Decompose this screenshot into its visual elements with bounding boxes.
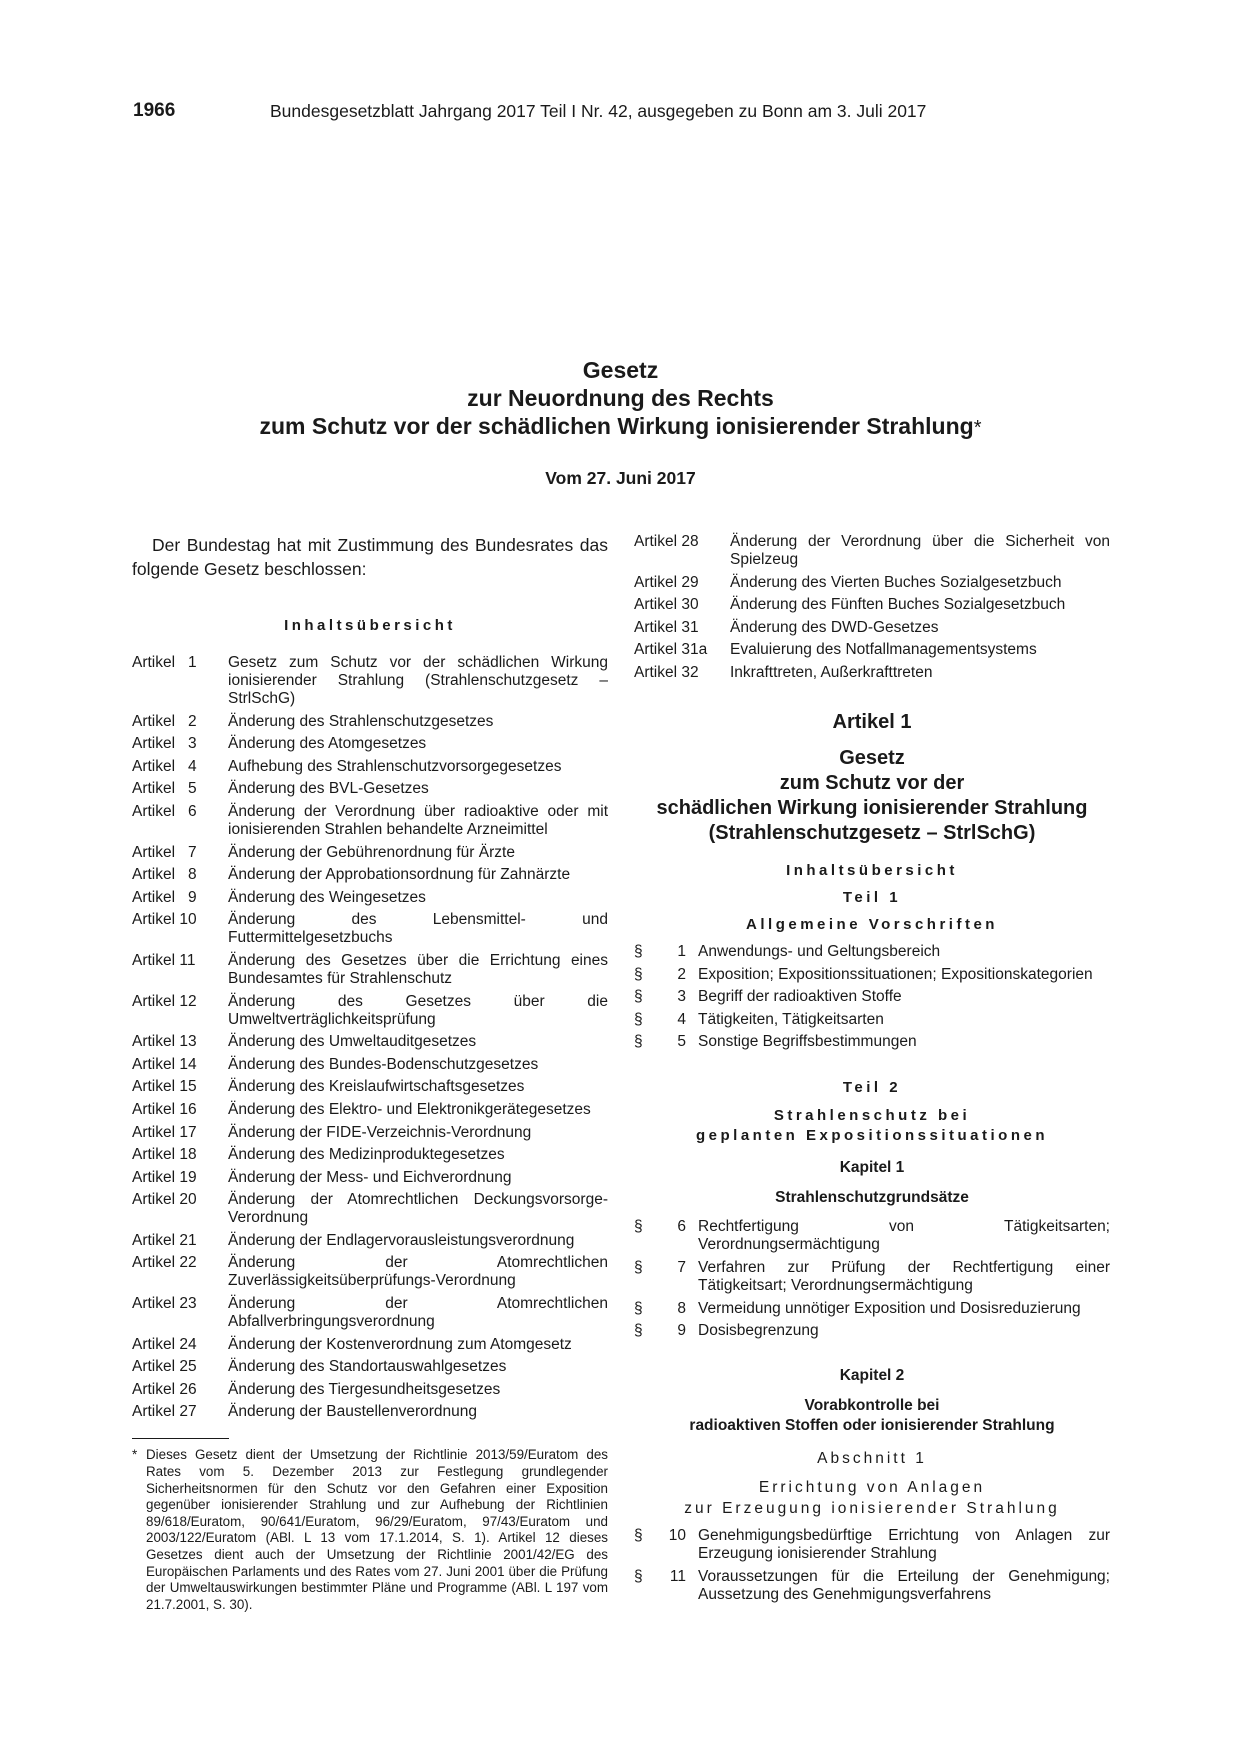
toc-entry-label: Artikel 11 — [132, 951, 196, 969]
toc-entry — [634, 619, 1110, 637]
toc-entry-label: Artikel 18 — [132, 1146, 197, 1164]
toc-entry-text: Änderung des BVL-Gesetzes — [228, 780, 429, 798]
teil2-subheading — [634, 1106, 1110, 1146]
toc-entry-label: Artikel 29 — [634, 573, 699, 591]
toc-entry-text: Änderung des Elektro- und Elektronikgerätegesetzes — [228, 1100, 591, 1118]
toc-entry-label: Artikel 14 — [132, 1055, 197, 1073]
toc-entry-label: Artikel 2 — [132, 712, 197, 730]
toc-entry — [132, 758, 608, 776]
teil1-heading: Teil 1 — [842, 888, 902, 906]
kapitel1-title: Strahlenschutzgrundsätze — [775, 1189, 969, 1207]
toc-entry — [132, 1124, 608, 1142]
running-header: Bundesgesetzblatt Jahrgang 2017 Teil I Nr. 42, ausgegeben zu Bonn am 3. Juli 2017 — [270, 101, 927, 121]
kapitel2-heading: Kapitel 2 — [839, 1367, 905, 1385]
toc-entry-text: Änderung des Medizinproduktegesetzes — [228, 1146, 505, 1164]
toc-entry-text: Änderung des Atomgesetzes — [228, 735, 427, 753]
law-date: Vom 27. Juni 2017 — [545, 468, 696, 488]
toc-entry-text: Änderung der FIDE-Verzeichnis-Verordnung — [228, 1123, 532, 1141]
toc-entry-text: Aufhebung des Strahlenschutzvorsorgegesetzes — [228, 757, 562, 775]
toc-entry — [132, 1191, 608, 1227]
abschnitt1-heading: Abschnitt 1 — [817, 1450, 927, 1468]
toc-entry — [132, 1101, 608, 1119]
paragraph-title: Sonstige Begriffsbestimmungen — [698, 1033, 917, 1051]
toc-entry-text: Änderung der Endlagervorausleistungsverordnung — [228, 1231, 575, 1249]
toc-entry — [132, 1381, 608, 1399]
toc-entry — [132, 1056, 608, 1074]
paragraph-symbol: § — [634, 1258, 643, 1276]
paragraph-title: Genehmigungsbedürftige Errichtung von Anlagen zur Erzeugung ionisierender Strahlung — [698, 1527, 1110, 1563]
toc-entry-label: Artikel 9 — [132, 888, 197, 906]
toc-entry-label: Artikel 26 — [132, 1380, 197, 1398]
toc-entry — [132, 911, 608, 947]
toc-entry-label: Artikel 1 — [132, 654, 197, 671]
left-column — [132, 533, 608, 1613]
paragraph-title: Anwendungs- und Geltungsbereich — [698, 942, 941, 960]
toc-entry — [132, 1146, 608, 1164]
abschnitt1-title — [634, 1477, 1110, 1519]
toc-entry-text: Änderung des Strahlenschutzgesetzes — [228, 712, 494, 730]
paragraph-symbol: § — [634, 942, 643, 960]
toc-entry-text: Änderung des Tiergesundheitsgesetzes — [228, 1380, 501, 1398]
footnote-rule — [132, 1438, 229, 1439]
paragraph-symbol: § — [634, 1010, 643, 1028]
paragraph-number: 8 — [677, 1299, 686, 1317]
toc-entry-label: Artikel 32 — [634, 663, 699, 681]
footnote — [132, 1447, 608, 1613]
kapitel1-paragraph-list — [634, 1218, 1110, 1340]
paragraph-entry — [634, 1259, 1110, 1295]
kapitel1-heading: Kapitel 1 — [839, 1159, 905, 1177]
paragraph-entry — [634, 1218, 1110, 1254]
toc-entry — [132, 1033, 608, 1051]
teil2-subheading-line2: geplanten Expositionssituationen — [695, 1127, 1049, 1145]
enacting-clause: Der Bundestag hat mit Zustimmung des Bundesrates das folgende Gesetz beschlossen: — [132, 535, 608, 579]
toc-list-left — [132, 654, 608, 1421]
footnote-mark: * — [132, 1447, 138, 1463]
toc-entry — [634, 533, 1110, 569]
toc-entry — [132, 735, 608, 753]
paragraph-symbol: § — [634, 965, 643, 983]
toc-entry — [132, 1295, 608, 1331]
paragraph-symbol: § — [634, 988, 643, 1006]
footnote-text: Dieses Gesetz dient der Umsetzung der Richtlinie 2013/59/Euratom des Rates vom 5. Dezember 2013 zur Festlegung grundlegender Sicherheitsnormen für den Schutz vor den Gefahren einer Exposition gegenüber ionisierender Strahlung und zur Aufhebung der Richtlinien 89/618/Euratom, 90/641/Euratom, 96/29/Euratom, 97/43/Euratom und 2003/122/Euratom (ABl. L 13 vom 17.1.2014, S. 1). Artikel 12 dieses Gesetzes dient auch der Umsetzung der Richtlinie 2001/42/EG des Europäischen Parlaments und des Rates vom 27. Juni 2001 über die Prüfung der Umweltauswirkungen bestimmter Pläne und Programme (ABl. L 197 vom 21.7.2001, S. 30). — [146, 1447, 608, 1612]
toc-entry-label: Artikel 22 — [132, 1254, 197, 1272]
toc-entry — [132, 713, 608, 731]
toc-entry — [132, 993, 608, 1029]
teil1-subheading: Allgemeine Vorschriften — [746, 915, 998, 933]
toc-entry — [634, 641, 1110, 659]
artikel1-heading: Artikel 1 — [832, 710, 912, 733]
toc-entry-text: Inkrafttreten, Außerkrafttreten — [730, 663, 933, 681]
toc-entry-label: Artikel 20 — [132, 1191, 197, 1209]
paragraph-title: Exposition; Expositionssituationen; Expositionskategorien — [698, 965, 1093, 983]
paragraph-number: 9 — [677, 1322, 686, 1340]
toc-list-right — [634, 533, 1110, 682]
toc-entry-label: Artikel 30 — [634, 596, 699, 614]
toc-entry-label: Artikel 10 — [132, 911, 197, 929]
toc-entry — [132, 1254, 608, 1290]
paragraph-title: Vermeidung unnötiger Exposition und Dosisreduzierung — [698, 1299, 1081, 1317]
artikel1-title-line: Gesetz — [839, 746, 905, 769]
toc-entry-label: Artikel 12 — [132, 992, 197, 1010]
toc-entry-text: Änderung des Weingesetzes — [228, 888, 426, 906]
paragraph-title: Begriff der radioaktiven Stoffe — [698, 988, 902, 1006]
toc-entry — [132, 780, 608, 798]
paragraph-number: 6 — [677, 1218, 686, 1236]
toc-entry-text: Änderung der Approbationsordnung für Zahnärzte — [228, 866, 571, 884]
law-title-line3 — [0, 412, 1241, 442]
toc-entry-text: Gesetz zum Schutz vor der schädlichen Wirkung ionisierender Strahlung (Strahlenschutzgesetz – StrlSchG) — [228, 654, 608, 707]
paragraph-entry — [634, 1300, 1110, 1318]
paragraph-entry — [634, 966, 1110, 984]
paragraph-entry — [634, 1011, 1110, 1029]
toc-entry-label: Artikel 8 — [132, 866, 197, 884]
law-title-line1: Gesetz — [582, 357, 659, 383]
toc-entry — [634, 574, 1110, 592]
toc-entry-text: Änderung der Atomrechtlichen Zuverlässigkeitsüberprüfungs-Verordnung — [228, 1254, 608, 1290]
artikel1-title-line: schädlichen Wirkung ionisierender Strahlung — [656, 796, 1088, 819]
toc-entry-text: Änderung des DWD-Gesetzes — [730, 618, 939, 636]
toc-entry-label: Artikel 31 — [634, 618, 699, 636]
kapitel2-title — [634, 1396, 1110, 1436]
toc-entry-text: Änderung des Standortauswahlgesetzes — [228, 1358, 507, 1376]
toc-entry-label: Artikel 21 — [132, 1231, 197, 1249]
toc-entry-text: Änderung der Verordnung über die Sicherheit von Spielzeug — [730, 533, 1110, 568]
paragraph-title: Rechtfertigung von Tätigkeitsarten; Verordnungsermächtigung — [698, 1218, 1110, 1254]
toc-entry — [132, 1403, 608, 1421]
paragraph-title: Tätigkeiten, Tätigkeitsarten — [698, 1010, 884, 1028]
toc-entry — [132, 654, 608, 708]
toc-entry-text: Änderung des Gesetzes über die Umweltverträglichkeitsprüfung — [228, 992, 608, 1028]
toc-entry — [132, 952, 608, 988]
toc-entry-text: Änderung der Baustellenverordnung — [228, 1403, 478, 1421]
paragraph-symbol: § — [634, 1033, 643, 1051]
toc-entry-text: Änderung des Gesetzes über die Errichtung eines Bundesamtes für Strahlenschutz — [228, 951, 608, 987]
toc-entry-text: Änderung des Vierten Buches Sozialgesetzbuch — [730, 573, 1062, 591]
paragraph-symbol: § — [634, 1527, 643, 1545]
toc-entry-text: Änderung des Umweltauditgesetzes — [228, 1033, 477, 1051]
teil2-heading: Teil 2 — [842, 1079, 902, 1097]
toc-entry — [132, 1232, 608, 1250]
toc-entry-text: Änderung des Fünften Buches Sozialgesetzbuch — [730, 596, 1066, 614]
paragraph-number: 7 — [677, 1258, 686, 1276]
toc-entry — [132, 844, 608, 862]
toc-entry — [132, 1336, 608, 1354]
law-title — [0, 356, 1241, 442]
abschnitt1-title-line2: zur Erzeugung ionisierender Strahlung — [684, 1500, 1060, 1518]
law-title-line2: zur Neuordnung des Rechts — [467, 385, 774, 411]
toc-entry-text: Änderung der Mess- und Eichverordnung — [228, 1168, 512, 1186]
toc-entry — [132, 889, 608, 907]
toc-entry-label: Artikel 4 — [132, 757, 197, 775]
toc-entry-label: Artikel 19 — [132, 1168, 197, 1186]
kapitel2-title-line1: Vorabkontrolle bei — [804, 1397, 940, 1415]
toc-entry-label: Artikel 6 — [132, 802, 197, 820]
toc-heading: Inhaltsübersicht — [284, 617, 456, 634]
artikel1-title — [634, 746, 1110, 846]
right-column — [634, 533, 1110, 1608]
toc-entry-label: Artikel 28 — [634, 533, 699, 550]
toc-entry — [634, 596, 1110, 614]
paragraph-number: 5 — [677, 1033, 686, 1051]
toc-entry-text: Änderung der Kostenverordnung zum Atomgesetz — [228, 1335, 572, 1353]
toc-entry — [132, 1078, 608, 1096]
toc-entry-label: Artikel 23 — [132, 1295, 197, 1313]
toc-entry-label: Artikel 24 — [132, 1335, 197, 1353]
paragraph-number: 10 — [668, 1527, 686, 1545]
paragraph-title: Verfahren zur Prüfung der Rechtfertigung einer Tätigkeitsart; Verordnungsermächtigung — [698, 1258, 1110, 1294]
toc-entry — [132, 866, 608, 884]
paragraph-symbol: § — [634, 1567, 643, 1585]
abschnitt1-paragraph-list — [634, 1527, 1110, 1604]
paragraph-number: 4 — [677, 1010, 686, 1028]
toc-entry-label: Artikel 7 — [132, 843, 197, 861]
toc-entry-label: Artikel 31a — [634, 641, 708, 659]
toc-entry-label: Artikel 15 — [132, 1078, 197, 1096]
toc-entry-text: Evaluierung des Notfallmanagementsystems — [730, 641, 1037, 659]
law-title-line3-text: zum Schutz vor der schädlichen Wirkung ionisierender Strahlung — [259, 413, 974, 439]
abschnitt1-title-line1: Errichtung von Anlagen — [758, 1479, 986, 1497]
toc-entry-text: Änderung des Lebensmittel- und Futtermittelgesetzbuchs — [228, 911, 608, 947]
paragraph-number: 11 — [669, 1567, 686, 1585]
paragraph-number: 1 — [677, 942, 686, 960]
artikel1-title-line: (Strahlenschutzgesetz – StrlSchG) — [708, 821, 1036, 844]
toc-entry-text: Änderung der Atomrechtlichen Abfallverbringungsverordnung — [228, 1295, 608, 1331]
paragraph-entry — [634, 1568, 1110, 1604]
kapitel2-title-line2: radioaktiven Stoffen oder ionisierender Strahlung — [689, 1417, 1055, 1435]
teil2-subheading-line1: Strahlenschutz bei — [773, 1107, 971, 1125]
paragraph-entry — [634, 943, 1110, 961]
toc-entry-text: Änderung der Verordnung über radioaktive oder mit ionisierenden Strahlen behandelte Arzneimittel — [228, 802, 608, 838]
paragraph-number: 2 — [677, 965, 686, 983]
toc-entry-label: Artikel 27 — [132, 1403, 197, 1421]
paragraph-number: 3 — [677, 988, 686, 1006]
toc-entry-label: Artikel 16 — [132, 1100, 197, 1118]
paragraph-symbol: § — [634, 1299, 643, 1317]
toc-entry-label: Artikel 3 — [132, 735, 197, 753]
toc-entry-text: Änderung des Kreislaufwirtschaftsgesetzes — [228, 1078, 525, 1096]
artikel1-title-line: zum Schutz vor der — [779, 771, 965, 794]
toc-entry-label: Artikel 17 — [132, 1123, 197, 1141]
toc-entry-text: Änderung der Atomrechtlichen Deckungsvorsorge-Verordnung — [228, 1191, 608, 1227]
paragraph-title: Dosisbegrenzung — [698, 1322, 819, 1340]
page-number: 1966 — [133, 100, 176, 121]
toc-entry-label: Artikel 25 — [132, 1358, 197, 1376]
paragraph-entry — [634, 1322, 1110, 1340]
paragraph-entry — [634, 988, 1110, 1006]
toc-entry-text: Änderung des Bundes-Bodenschutzgesetzes — [228, 1055, 539, 1073]
toc-entry-label: Artikel 13 — [132, 1033, 197, 1051]
paragraph-symbol: § — [634, 1322, 643, 1340]
teil1-paragraph-list — [634, 943, 1110, 1051]
toc-entry — [132, 803, 608, 839]
paragraph-entry — [634, 1033, 1110, 1051]
paragraph-symbol: § — [634, 1218, 643, 1236]
toc-entry — [634, 664, 1110, 682]
toc-entry — [132, 1358, 608, 1376]
artikel1-toc-heading: Inhaltsübersicht — [786, 861, 958, 879]
paragraph-title: Voraussetzungen für die Erteilung der Genehmigung; Aussetzung des Genehmigungsverfahrens — [698, 1567, 1110, 1603]
toc-entry-text: Änderung der Gebührenordnung für Ärzte — [228, 843, 515, 861]
toc-entry-label: Artikel 5 — [132, 780, 197, 798]
toc-entry — [132, 1169, 608, 1187]
paragraph-entry — [634, 1527, 1110, 1563]
footnote-marker: * — [973, 417, 982, 439]
